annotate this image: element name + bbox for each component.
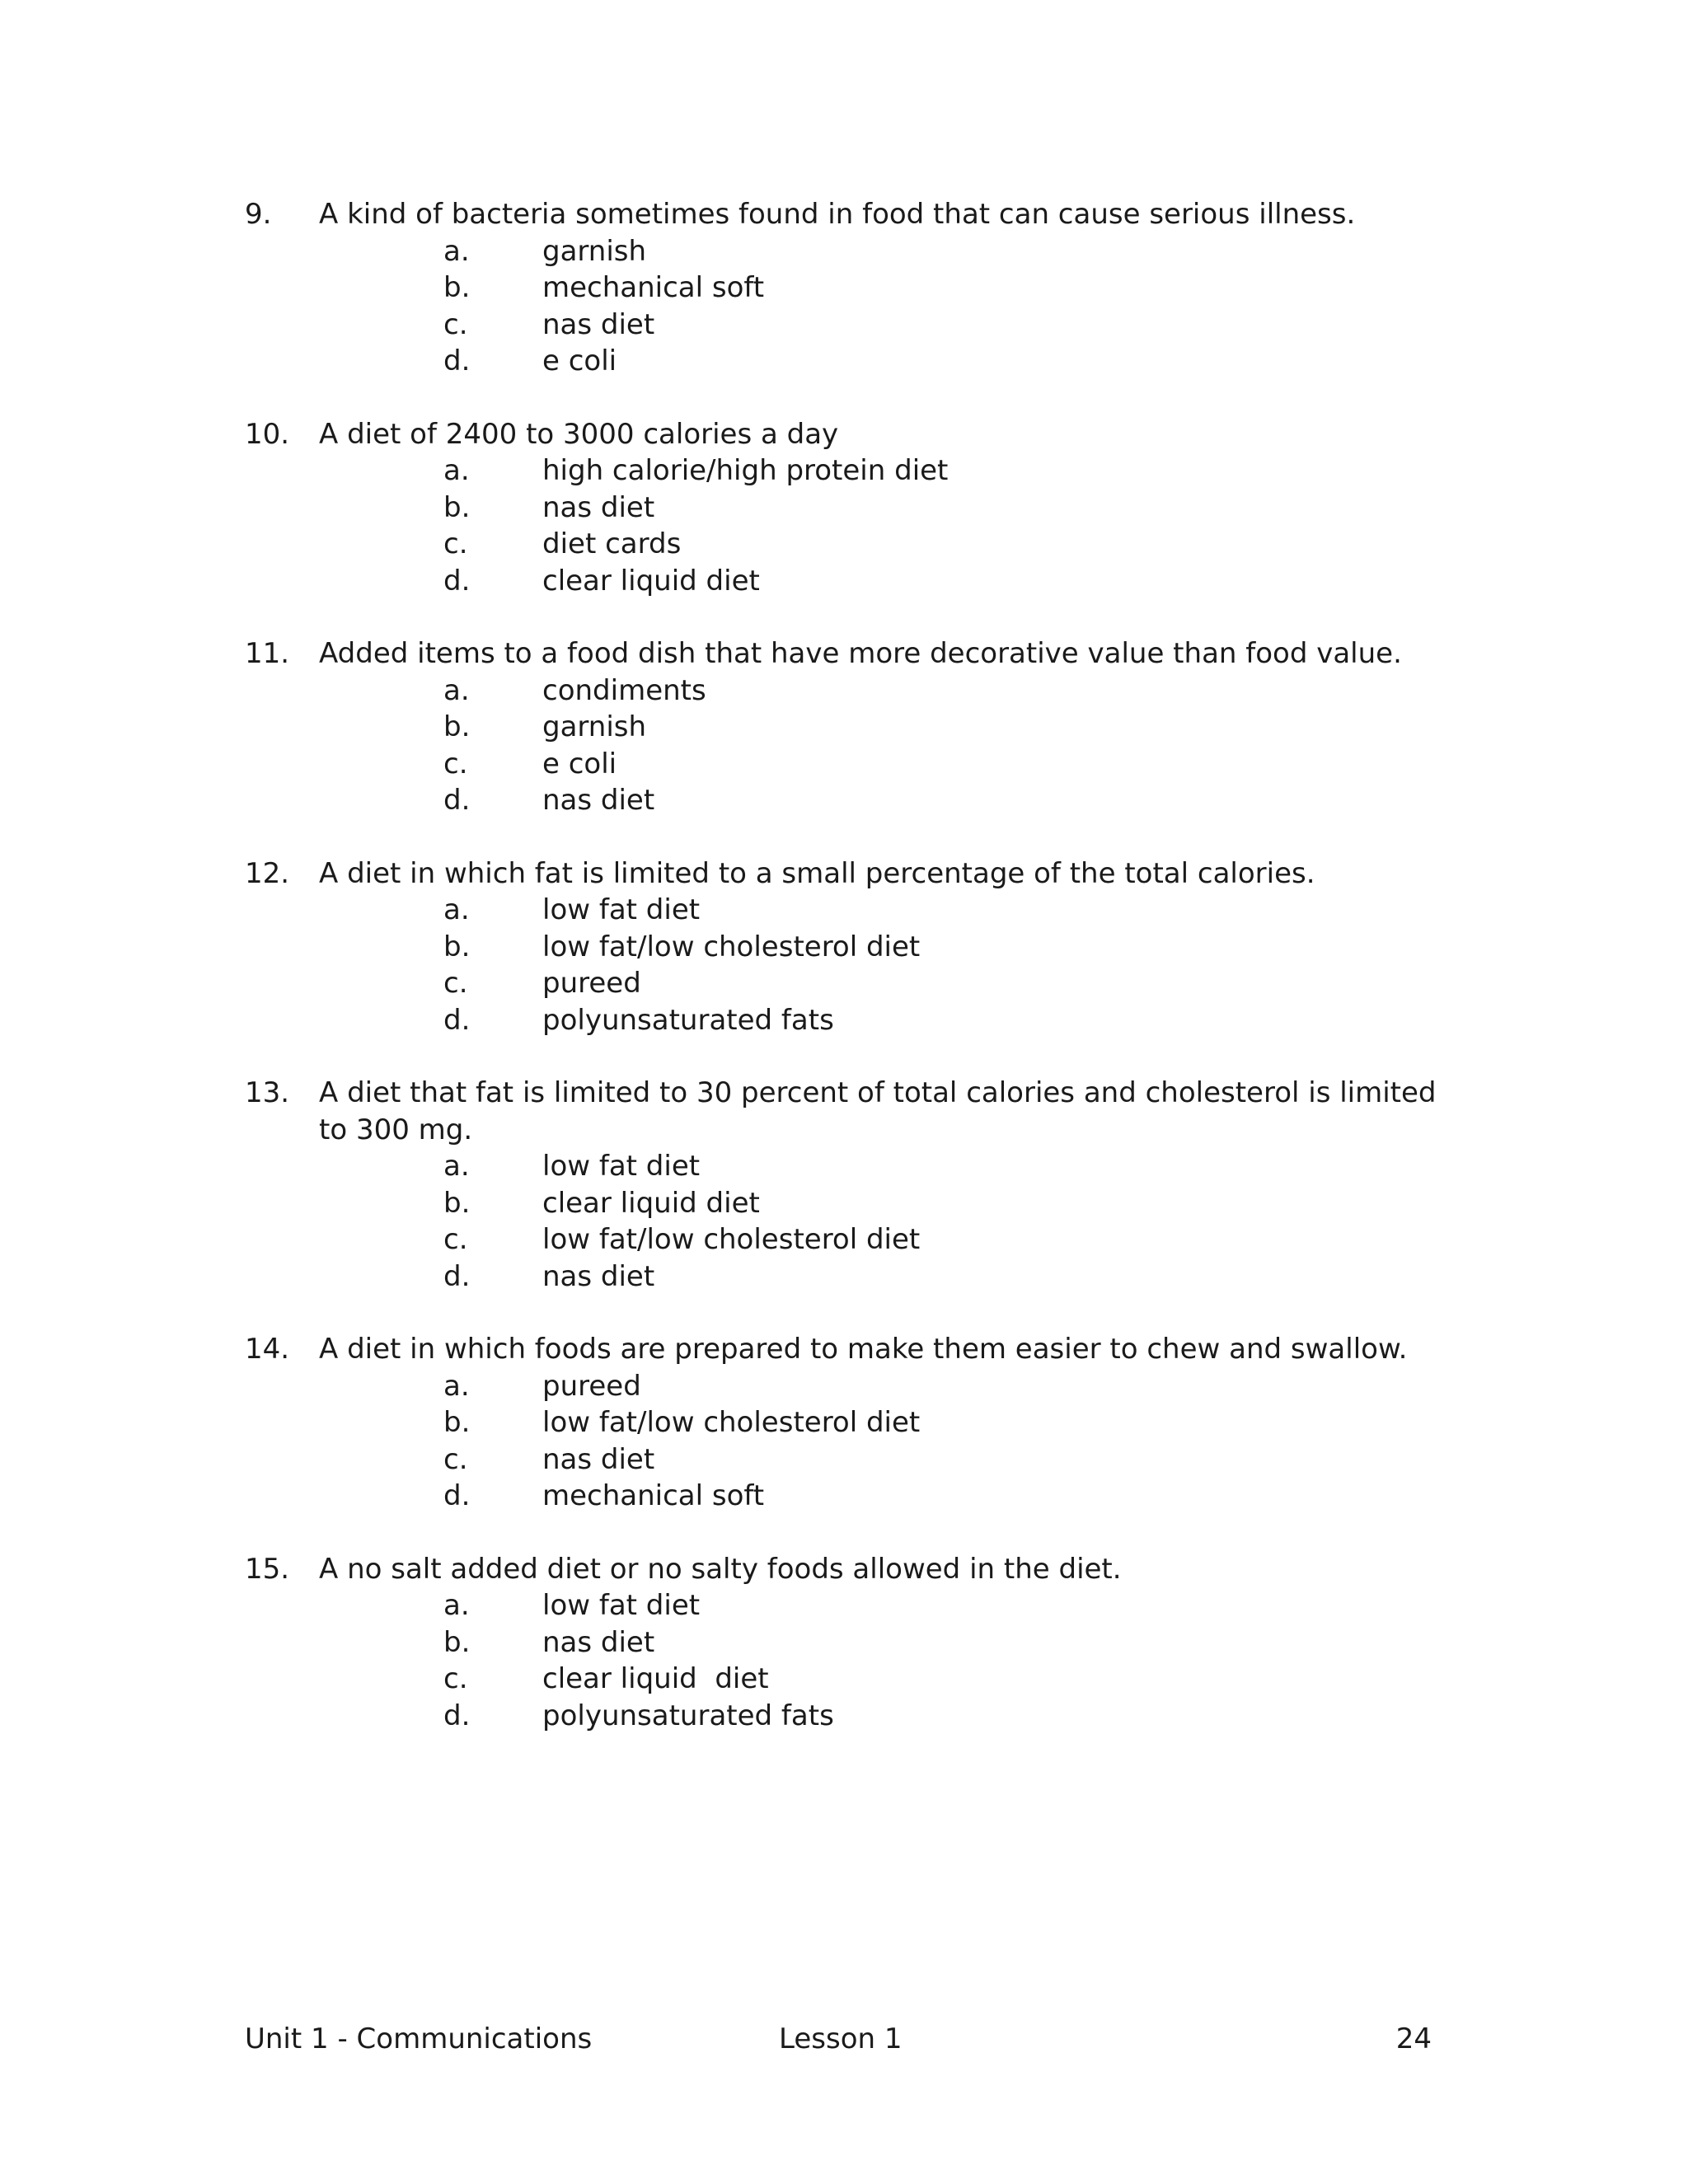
answer-option-d: [245, 1002, 1448, 1039]
option-letter: a.: [443, 234, 470, 268]
option-letter: d.: [443, 784, 471, 817]
option-letter: c.: [443, 1223, 468, 1256]
question-text: A no salt added diet or no salty foods allowed in the diet.: [319, 1552, 1122, 1586]
answer-options: [245, 892, 1448, 1038]
option-text: clear liquid diet: [542, 1186, 760, 1220]
option-letter: a.: [443, 1369, 470, 1403]
option-text: high calorie/high protein diet: [542, 454, 949, 487]
option-text: pureed: [542, 1369, 641, 1403]
footer-lesson: Lesson 1: [779, 2022, 903, 2055]
answer-options: [245, 233, 1448, 380]
option-text: pureed: [542, 967, 641, 1000]
question-stem: [245, 196, 1448, 233]
option-text: low fat diet: [542, 1589, 701, 1622]
answer-option-b: [245, 269, 1448, 307]
question-stem: [245, 855, 1448, 893]
answer-option-a: [245, 1587, 1448, 1624]
option-letter: b.: [443, 1625, 471, 1659]
question-text: A diet of 2400 to 3000 calories a day: [319, 417, 839, 451]
option-text: nas diet: [542, 1442, 655, 1476]
question-10: [245, 416, 1448, 600]
question-stem: [245, 1075, 1448, 1148]
option-text: nas diet: [542, 1625, 655, 1659]
answer-option-b: [245, 1404, 1448, 1441]
answer-options: [245, 1587, 1448, 1734]
option-text: low fat/low cholesterol diet: [542, 930, 921, 963]
option-letter: c.: [443, 747, 468, 780]
question-number: 10.: [245, 417, 290, 451]
option-text: low fat/low cholesterol diet: [542, 1223, 921, 1256]
option-text: mechanical soft: [542, 1479, 765, 1512]
answer-options: [245, 1368, 1448, 1515]
question-stem: [245, 1331, 1448, 1368]
option-letter: c.: [443, 967, 468, 1000]
answer-option-c: [245, 307, 1448, 344]
option-letter: b.: [443, 1406, 471, 1439]
question-14: [245, 1331, 1448, 1515]
answer-option-a: [245, 892, 1448, 929]
answer-option-b: [245, 1624, 1448, 1661]
option-text: low fat diet: [542, 1150, 701, 1183]
answer-option-b: [245, 929, 1448, 966]
answer-option-d: [245, 563, 1448, 600]
question-number: 13.: [245, 1076, 290, 1109]
option-text: e coli: [542, 747, 617, 780]
answer-option-d: [245, 1698, 1448, 1735]
option-letter: a.: [443, 454, 470, 487]
footer-page-number: 24: [1395, 2022, 1432, 2055]
option-text: low fat/low cholesterol diet: [542, 1406, 921, 1439]
question-12: [245, 855, 1448, 1039]
option-letter: a.: [443, 1150, 470, 1183]
option-letter: b.: [443, 710, 471, 743]
answer-option-a: [245, 452, 1448, 490]
option-text: e coli: [542, 344, 617, 377]
answer-option-d: [245, 343, 1448, 380]
question-9: [245, 196, 1448, 380]
question-13: [245, 1075, 1448, 1295]
option-text: nas diet: [542, 490, 655, 524]
answer-option-b: [245, 490, 1448, 527]
option-letter: b.: [443, 1186, 471, 1220]
answer-options: [245, 673, 1448, 819]
option-text: polyunsaturated fats: [542, 1699, 834, 1732]
answer-option-a: [245, 673, 1448, 710]
option-text: nas diet: [542, 307, 655, 341]
question-11: [245, 635, 1448, 819]
question-number: 12.: [245, 856, 290, 890]
option-text: condiments: [542, 673, 706, 707]
question-number: 9.: [245, 198, 272, 231]
option-letter: d.: [443, 1479, 471, 1512]
option-letter: d.: [443, 344, 471, 377]
answer-option-c: [245, 965, 1448, 1002]
option-letter: b.: [443, 490, 471, 524]
answer-option-d: [245, 1258, 1448, 1296]
option-text: low fat diet: [542, 893, 701, 926]
option-text: clear liquid diet: [542, 1662, 769, 1695]
answer-option-a: [245, 1148, 1448, 1185]
question-text: A diet in which foods are prepared to make them easier to chew and swallow.: [319, 1333, 1408, 1366]
option-letter: c.: [443, 1662, 468, 1695]
answer-options: [245, 452, 1448, 599]
option-letter: b.: [443, 930, 471, 963]
answer-option-c: [245, 526, 1448, 563]
option-text: nas diet: [542, 1259, 655, 1293]
question-number: 11.: [245, 637, 290, 670]
answer-option-b: [245, 1185, 1448, 1222]
footer-unit-title: Unit 1 - Communications: [245, 2022, 593, 2055]
option-letter: c.: [443, 1442, 468, 1476]
option-letter: a.: [443, 893, 470, 926]
answer-option-a: [245, 1368, 1448, 1405]
answer-options: [245, 1148, 1448, 1295]
answer-option-d: [245, 1478, 1448, 1515]
answer-option-d: [245, 782, 1448, 819]
option-letter: d.: [443, 1003, 471, 1037]
question-text: Added items to a food dish that have more decorative value than food value.: [319, 637, 1402, 670]
question-number: 14.: [245, 1333, 290, 1366]
option-letter: d.: [443, 564, 471, 598]
option-letter: d.: [443, 1259, 471, 1293]
page-footer: [245, 2019, 1432, 2059]
answer-option-a: [245, 233, 1448, 270]
option-text: nas diet: [542, 784, 655, 817]
option-letter: c.: [443, 527, 468, 560]
option-letter: a.: [443, 673, 470, 707]
option-text: clear liquid diet: [542, 564, 760, 598]
option-text: diet cards: [542, 527, 682, 560]
question-list: [245, 196, 1448, 1770]
question-text: A diet in which fat is limited to a small percentage of the total calories.: [319, 856, 1315, 890]
option-letter: b.: [443, 271, 471, 304]
option-text: garnish: [542, 234, 647, 268]
answer-option-c: [245, 746, 1448, 783]
option-text: garnish: [542, 710, 647, 743]
question-stem: [245, 1551, 1448, 1588]
question-stem: [245, 416, 1448, 453]
question-text: A diet that fat is limited to 30 percent of total calories and cholesterol is limited to 300 mg.: [319, 1076, 1437, 1146]
option-text: mechanical soft: [542, 271, 765, 304]
answer-option-c: [245, 1661, 1448, 1698]
question-15: [245, 1551, 1448, 1735]
question-stem: [245, 635, 1448, 673]
option-letter: d.: [443, 1699, 471, 1732]
answer-option-c: [245, 1221, 1448, 1258]
option-text: polyunsaturated fats: [542, 1003, 834, 1037]
answer-option-b: [245, 709, 1448, 746]
option-letter: c.: [443, 307, 468, 341]
option-letter: a.: [443, 1589, 470, 1622]
question-text: A kind of bacteria sometimes found in food that can cause serious illness.: [319, 198, 1356, 231]
answer-option-c: [245, 1441, 1448, 1479]
question-number: 15.: [245, 1552, 290, 1586]
